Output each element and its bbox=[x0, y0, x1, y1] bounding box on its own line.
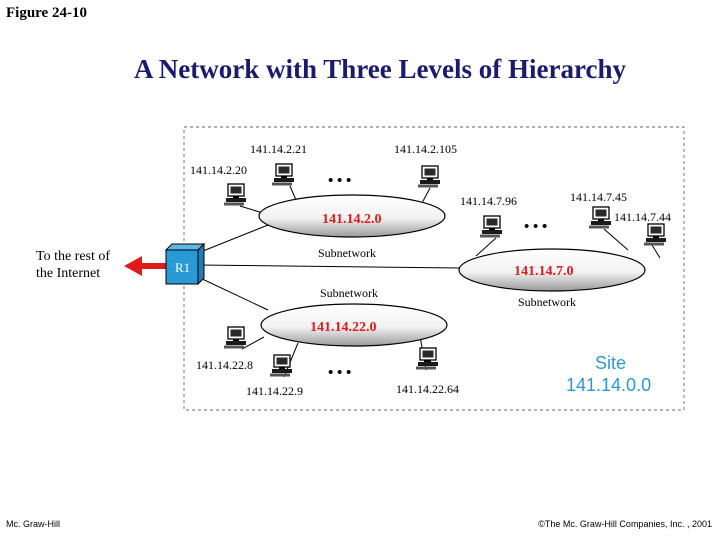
computer-icon bbox=[270, 355, 292, 377]
computer-icon bbox=[224, 327, 246, 349]
ellipsis-dots: • • • bbox=[328, 365, 352, 381]
subnet-address-3: 141.14.22.0 bbox=[310, 320, 377, 335]
link-r1-subnet-1 bbox=[198, 225, 268, 253]
computer-icon bbox=[416, 348, 438, 370]
host-address: 141.14.7.44 bbox=[614, 210, 671, 224]
copyright-footer: ©The Mc. Graw-Hill Companies, Inc. , 2001 bbox=[538, 519, 712, 529]
host-address: 141.14.2.21 bbox=[250, 142, 307, 156]
computer-icon bbox=[272, 164, 294, 186]
host-address: 141.14.22.8 bbox=[196, 358, 253, 372]
link-r1-subnet-2 bbox=[198, 265, 460, 268]
ellipsis-dots: • • • bbox=[524, 219, 548, 235]
host-address: 141.14.2.105 bbox=[394, 142, 457, 156]
computer-icon bbox=[480, 216, 502, 238]
computer-icon bbox=[224, 184, 246, 206]
internet-label-line-1: To the rest of bbox=[36, 249, 111, 264]
subnet-address-2: 141.14.7.0 bbox=[514, 264, 574, 279]
host-link bbox=[422, 188, 430, 203]
site-label: Site bbox=[595, 353, 627, 373]
host-address: 141.14.22.9 bbox=[246, 384, 303, 398]
computer-icon bbox=[589, 207, 611, 229]
publisher-footer: Mc. Graw-Hill bbox=[6, 519, 60, 529]
host-link bbox=[652, 245, 660, 258]
host-link bbox=[290, 186, 296, 200]
subnetwork-label-2: Subnetwork bbox=[518, 295, 576, 309]
computer-icon bbox=[644, 224, 666, 246]
internet-arrow-icon bbox=[124, 256, 142, 276]
ellipsis-dots: • • • bbox=[328, 173, 352, 189]
host-address: 141.14.22.64 bbox=[396, 382, 459, 396]
subnetwork-label-3: Subnetwork bbox=[320, 286, 378, 300]
host-address: 141.14.7.96 bbox=[460, 194, 517, 208]
host-address: 141.14.2.20 bbox=[190, 163, 247, 177]
host-address: 141.14.7.45 bbox=[570, 190, 627, 204]
router-label: R1 bbox=[175, 260, 191, 275]
slide-title: A Network with Three Levels of Hierarchy bbox=[134, 54, 626, 84]
site-address: 141.14.0.0 bbox=[566, 375, 652, 395]
internet-label-line-2: the Internet bbox=[36, 266, 101, 281]
link-r1-subnet-3 bbox=[198, 277, 268, 310]
router-icon-side bbox=[198, 244, 204, 284]
figure-label: Figure 24-10 bbox=[6, 5, 87, 21]
subnet-address-1: 141.14.2.0 bbox=[322, 212, 382, 227]
computer-icon bbox=[418, 166, 440, 188]
subnetwork-label-1: Subnetwork bbox=[318, 246, 376, 260]
host-link bbox=[604, 229, 628, 250]
